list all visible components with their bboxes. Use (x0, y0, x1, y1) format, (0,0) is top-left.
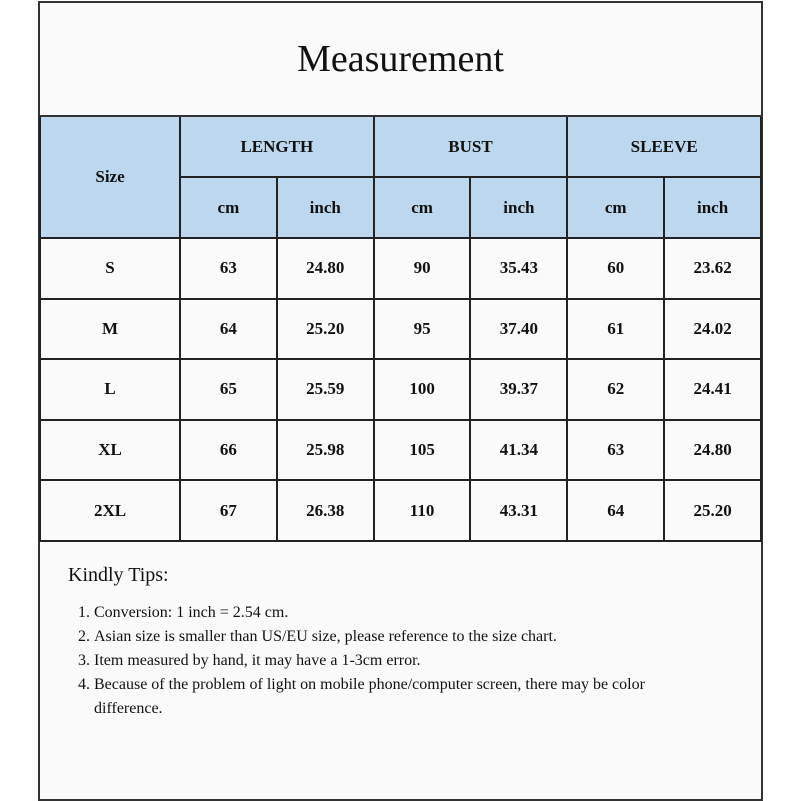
size-cell: M (40, 299, 180, 360)
value-cell: 63 (567, 420, 664, 481)
tips-heading: Kindly Tips: (68, 563, 169, 586)
tips-section (40, 542, 761, 721)
value-cell: 25.59 (277, 359, 374, 420)
value-cell: 100 (374, 359, 471, 420)
value-cell: 41.34 (470, 420, 567, 481)
size-header: Size (40, 117, 180, 238)
value-cell: 110 (374, 480, 471, 541)
value-cell: 39.37 (470, 359, 567, 420)
value-cell: 63 (180, 238, 277, 299)
unit-header: cm (180, 177, 277, 238)
value-cell: 24.41 (664, 359, 761, 420)
value-cell: 90 (374, 238, 471, 299)
value-cell: 67 (180, 480, 277, 541)
chart-title: Measurement (40, 3, 761, 117)
table-row (40, 299, 761, 360)
value-cell: 95 (374, 299, 471, 360)
unit-header: inch (277, 177, 374, 238)
tips-list (68, 601, 761, 721)
table-row (40, 420, 761, 481)
value-cell: 62 (567, 359, 664, 420)
value-cell: 24.02 (664, 299, 761, 360)
value-cell: 65 (180, 359, 277, 420)
value-cell: 105 (374, 420, 471, 481)
unit-header: cm (567, 177, 664, 238)
tip-item: 3. Item measured by hand, it may have a 1-3cm error. (94, 649, 761, 673)
value-cell: 60 (567, 238, 664, 299)
value-cell: 26.38 (277, 480, 374, 541)
sleeve-header: SLEEVE (567, 117, 761, 177)
measurement-table (39, 117, 762, 542)
unit-header: cm (374, 177, 471, 238)
table-row (40, 480, 761, 541)
value-cell: 64 (567, 480, 664, 541)
table-row (40, 238, 761, 299)
value-cell: 24.80 (277, 238, 374, 299)
table-row (40, 359, 761, 420)
header-row-groups (40, 117, 761, 177)
value-cell: 43.31 (470, 480, 567, 541)
value-cell: 37.40 (470, 299, 567, 360)
value-cell: 25.20 (277, 299, 374, 360)
bust-header: BUST (374, 117, 568, 177)
size-cell: XL (40, 420, 180, 481)
value-cell: 61 (567, 299, 664, 360)
value-cell: 35.43 (470, 238, 567, 299)
value-cell: 66 (180, 420, 277, 481)
value-cell: 25.98 (277, 420, 374, 481)
value-cell: 23.62 (664, 238, 761, 299)
tip-item: 4. Because of the problem of light on mobile phone/computer screen, there may be color difference. (94, 673, 694, 721)
size-cell: L (40, 359, 180, 420)
unit-header: inch (664, 177, 761, 238)
tip-item: 2. Asian size is smaller than US/EU size, please reference to the size chart. (94, 625, 761, 649)
size-cell: S (40, 238, 180, 299)
value-cell: 64 (180, 299, 277, 360)
size-cell: 2XL (40, 480, 180, 541)
length-header: LENGTH (180, 117, 374, 177)
value-cell: 24.80 (664, 420, 761, 481)
value-cell: 25.20 (664, 480, 761, 541)
tip-item: 1. Conversion: 1 inch = 2.54 cm. (94, 601, 761, 625)
size-chart (38, 1, 763, 801)
unit-header: inch (470, 177, 567, 238)
